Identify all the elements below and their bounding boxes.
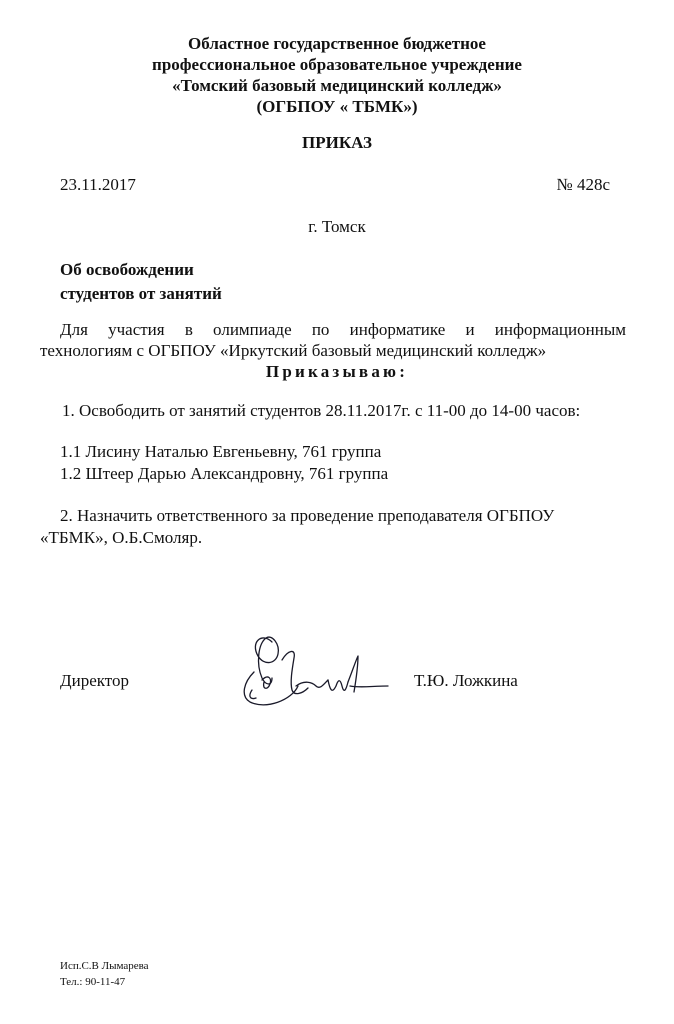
order-word: Приказываю: <box>265 362 409 381</box>
org-header-line-3: «Томский базовый медицинский колледж» <box>172 76 502 95</box>
order-item-2-line-2: «ТБМК», О.Б.Смоляр. <box>40 528 203 547</box>
org-header-line-4: (ОГБПОУ « ТБМК») <box>256 97 418 116</box>
footer-contact <box>60 958 149 990</box>
subject-line-2: студентов от занятий <box>60 284 222 303</box>
document-title: ПРИКАЗ <box>302 133 372 152</box>
director-label: Директор <box>60 671 129 690</box>
preamble-paragraph <box>40 319 626 361</box>
document-number: № 428с <box>556 175 610 194</box>
document-city: г. Томск <box>308 217 366 236</box>
handwritten-signature <box>232 620 402 720</box>
order-item-2 <box>40 505 555 549</box>
order-item-1: 1. Освободить от занятий студентов 28.11.2017г. с 11-00 до 14-00 часов: <box>62 401 581 420</box>
document-date: 23.11.2017 <box>60 175 136 194</box>
footer-phone: Тел.: 90-11-47 <box>60 976 126 988</box>
preamble-line-1: Для участия в олимпиаде по информатике и информационным <box>60 320 626 339</box>
org-header-line-2: профессиональное образовательное учреждение <box>152 55 522 74</box>
document-subject <box>60 258 222 306</box>
footer-executor: Исп.С.В Лымарева <box>60 960 149 972</box>
preamble-line-2: технологиям с ОГБПОУ «Иркутский базовый медицинский колледж» <box>40 341 547 360</box>
director-name: Т.Ю. Ложкина <box>414 671 518 690</box>
org-header-line-1: Областное государственное бюджетное <box>188 34 486 53</box>
order-subitem-1-2: 1.2 Штеер Дарью Александровну, 761 группа <box>60 464 389 483</box>
org-header <box>0 33 674 117</box>
order-item-2-line-1: 2. Назначить ответственного за проведение преподавателя ОГБПОУ <box>60 506 555 525</box>
subject-line-1: Об освобождении <box>60 260 194 279</box>
order-subitem-1-1: 1.1 Лисину Наталью Евгеньевну, 761 группа <box>60 442 382 461</box>
